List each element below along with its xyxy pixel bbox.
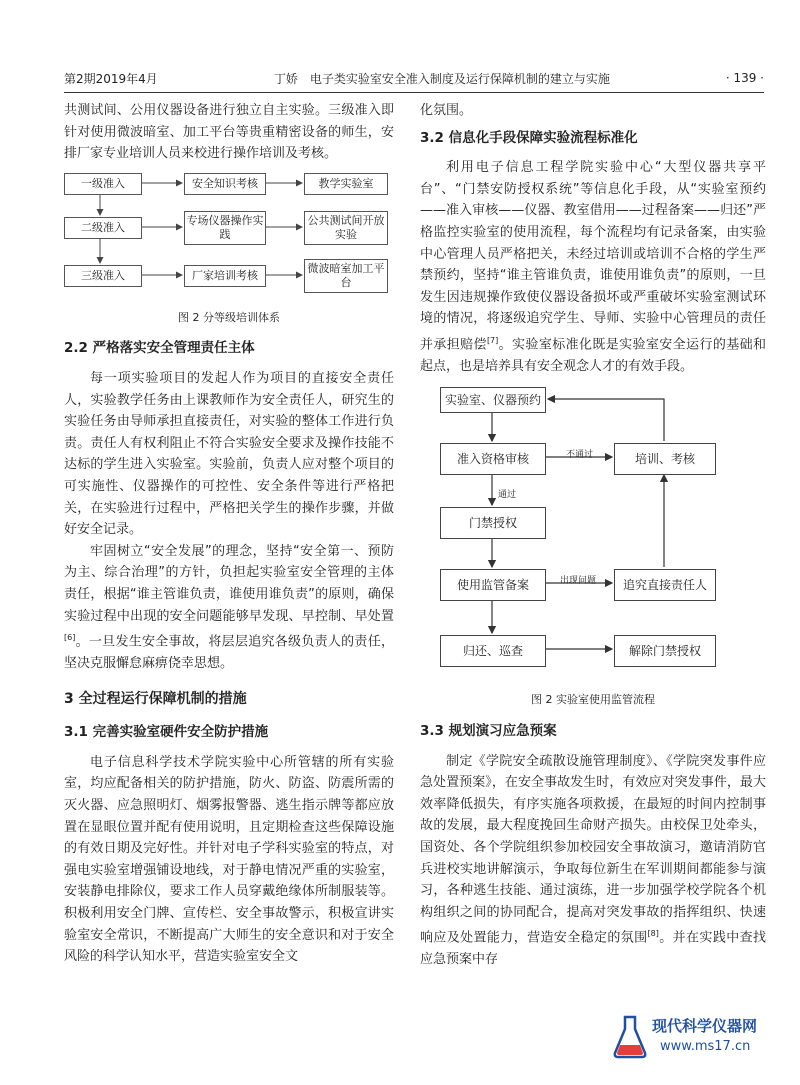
paragraph-text: 牢固树立“安全发展”的理念，坚持“安全第一、预防为主、综合治理”的方针，负担起实验室安全管理的主体责任，根据“谁主管谁负责，谁使用谁负责”的原则，确保实验过程中出现的安全问题能够早发现、早控制、早处置 [64,543,394,624]
paragraph [64,541,394,675]
chapter-heading: 3 全过程运行保障机制的措施 [64,690,247,707]
figure-caption: 图 2 实验室使用监管流程 [531,693,655,707]
running-title: 丁娇 电子类实验室安全准入制度及运行保障机制的建立与实施 [273,71,610,86]
paragraph: 化氛围。 [420,103,473,118]
node-accountability: 追究直接责任人 [614,569,716,601]
node-door-access: 门禁授权 [440,507,546,539]
issue-date: 第2期2019年4月 [64,71,158,86]
paragraph-text: 利用电子信息工程学院实验中心“大型仪器共享平台”、“门禁安防授权系统”等信息化手段，从“实验室预约——准入审核——仪器、教室借用——过程备案——归还”严格监控实验室的使用流程，每个流程均有记录备案，由实验中心管理人员严格把关，未经过培训或培训不合格的学生严禁预约，坚持“谁主管谁负责，谁使用谁负责”的原则，一旦发生因违规操作致使仪器设备损坏或严重破坏实验室测试环境的情况，将逐级追究学生、导师、实验中心管理员的责任并承担赔偿 [420,160,766,353]
node-training: 培训、考核 [614,443,716,475]
paragraph-text: 制定《学院安全疏散设施管理制度》、《学院突发事件应急处置预案》，在安全事故发生时，有效应对突发事件，最大效率降低损失，有序实施各项救援，在最短的时间内控制事故的发展，最大程度挽回生命财产损失。由校保卫处牵头，国资处、各个学院组织参加校园安全事故演习，邀请消防官兵进校实地讲解演示，争取每位新生在军训期间都能参与演习，各种逃生技能、通过演练，进一步加强学校学院各个机构组织之间的协同配合，提高对突发事故的指挥组织、快速响应及处置能力，营造安全稳定的氛围 [420,753,766,946]
step-2-box: 专场仪器操作实践 [184,211,266,245]
paragraph: 共测试间、公用仪器设备进行独立自主实验。三级准入即针对使用微波暗室、加工平台等贵重精密设备的师生，安排厂家专业培训人员来校进行操作培训及考核。 [64,103,394,162]
paragraph-text: 。实验室标准化既是实验室安全运行的基础和起点，也是培养具有安全观念人才的有效手段。 [420,337,766,374]
target-3-box: 微波暗室加工平台 [304,259,388,293]
site-watermark [612,1011,782,1071]
paragraph-text: 。一旦发生安全事故，将层层追究各级负责人的责任，坚决克服懈怠麻痹侥幸思想。 [64,634,394,672]
level-2-box: 二级准入 [64,217,142,239]
section-heading: 3.1 完善实验室硬件安全防护措施 [64,724,269,741]
edge-label-fail: 不通过 [566,450,594,461]
header-rule [64,92,764,93]
node-revoke: 解除门禁授权 [614,635,716,667]
figure-caption: 图 2 分等级培训体系 [178,310,280,324]
node-review: 准入资格审核 [440,443,546,475]
figure-training-levels [64,171,394,301]
citation: [7] [486,335,499,345]
citation: [8] [647,929,659,939]
edge-label-issue: 出现问题 [560,576,597,587]
running-header [64,68,764,88]
target-2-box: 公共测试间开放实验 [304,211,388,245]
figure-lab-flow [420,387,766,683]
edge-label-pass: 通过 [498,490,517,501]
node-monitor: 使用监管备案 [440,569,546,601]
paragraph [420,157,766,377]
section-heading: 3.2 信息化手段保障实验流程标准化 [420,129,638,146]
paragraph [420,751,766,971]
watermark-title: 现代科学仪器网 [652,1017,758,1035]
section-heading: 2.2 严格落实安全管理责任主体 [64,340,255,357]
citation: [6] [64,633,76,643]
watermark-url: www.ms17.cn [660,1039,751,1054]
arrow [548,399,664,441]
node-reserve: 实验室、仪器预约 [440,387,546,413]
paragraph: 电子信息科学技术学院实验中心所管辖的所有实验室，均应配备相关的防护措施，防火、防盗、防震所需的灭火器、应急照明灯、烟雾报警器、逃生指示牌等都应放置在显眼位置并配有使用说明，且定期检查这些保障设施的有效日期及完好性。并针对电子学科实验室的特点，对强电实验室增强铺设地线，对于静电情况严重的实验室，安装静电排除仪，要求工作人员穿戴绝缘体所制服装等。积极利用安全门牌、宣传栏、安全事故警示，积极宣讲实验室安全常识，不断提高广大师生的安全意识和对于安全风险的科学认知水平，营造实验室安全文 [64,754,394,965]
section-heading: 3.3 规划演习应急预案 [420,723,557,740]
level-1-box: 一级准入 [64,173,142,195]
left-column [64,100,394,968]
target-1-box: 教学实验室 [304,173,388,195]
page-number: · 139 · [725,71,764,85]
paragraph: 每一项实验项目的发起人作为项目的直接安全责任人，实验教学任务由上课教师作为安全责任人，研究生的实验任务由导师承担直接责任，对实验的整体工作进行负责。责任人有权利阻止不符合实验安全要求及操作技能不达标的学生进入实验室。实验前，负责人应对整个项目的可实施性、仪器操作的可控性、安全条件等进行严格把关，在实验进行过程中，严格把关学生的操作步骤，并做好安全记录。 [64,370,394,538]
flask-logo-icon [612,1015,648,1059]
level-3-box: 三级准入 [64,265,142,287]
node-return: 归还、巡查 [440,635,546,667]
step-3-box: 厂家培训考核 [184,265,266,287]
paragraph-text: 。并在实践中查找应急预案中存 [420,930,766,968]
step-1-box: 安全知识考核 [184,173,266,195]
right-column [420,100,766,971]
